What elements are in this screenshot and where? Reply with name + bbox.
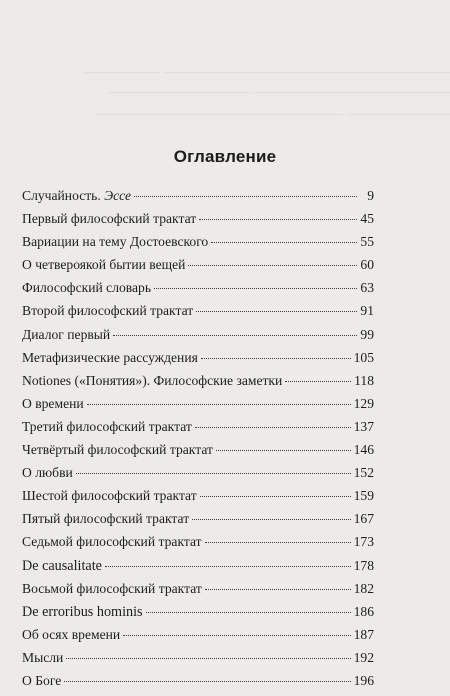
toc-entry-title: Философский словарь (22, 280, 152, 296)
toc-entry-page: 196 (353, 672, 374, 688)
toc-entry-title: Вариации на тему Достоевского (22, 234, 209, 250)
toc-entry-page: 9 (367, 188, 374, 203)
toc-entry-page: 91 (360, 303, 374, 319)
toc-entry-page: 63 (360, 280, 374, 296)
dot-leader (113, 335, 357, 336)
toc-entry (22, 534, 374, 557)
show-through-texture: —————————————————————— —————— ——————————————— ——————————— ———————— ——————————————————— (82, 64, 450, 121)
toc-entry-page: 182 (353, 580, 374, 596)
toc-entry (22, 465, 374, 488)
toc-entry (22, 211, 374, 234)
toc-entry-title: О времени (22, 395, 84, 411)
toc-entry (22, 604, 374, 627)
toc-entry (22, 303, 374, 326)
toc-entry-page: 192 (353, 649, 374, 665)
toc-entry-page: 129 (353, 395, 374, 411)
toc-entry (22, 327, 374, 350)
dot-leader (76, 473, 351, 474)
toc-entry (22, 488, 374, 511)
toc-entry-title: О Боге (22, 672, 62, 688)
dot-leader (211, 242, 357, 243)
toc-entry-page: 99 (360, 326, 374, 342)
toc-entry (22, 419, 374, 442)
dot-leader (196, 311, 357, 312)
toc-entry (22, 558, 374, 581)
dot-leader (285, 381, 351, 382)
toc-entry (22, 627, 374, 650)
dot-leader (188, 265, 357, 266)
toc-entry (22, 373, 374, 396)
toc-entry (22, 257, 374, 280)
toc-entry (22, 280, 374, 303)
toc-entry-title: О любви (22, 465, 73, 481)
dot-leader (195, 427, 351, 428)
toc-entry-title: De erroribus hominis (22, 603, 143, 620)
dot-leader (216, 450, 351, 451)
toc-entry-title: Об осях времени (22, 626, 121, 642)
toc-entry (22, 396, 374, 419)
dot-leader (200, 496, 351, 497)
dot-leader (192, 519, 350, 520)
toc-entry-title: De causalitate (22, 557, 102, 574)
toc-entry-page: 167 (353, 511, 374, 527)
toc-entry-page: 159 (353, 488, 374, 504)
toc-entry-title: Пятый философский трактат (22, 511, 190, 527)
toc-entry (22, 581, 374, 604)
toc-entry-page: 178 (353, 557, 374, 573)
toc-entry-page: 146 (353, 442, 374, 458)
toc-entry-title: Восьмой философский трактат (22, 580, 202, 596)
toc-entry-title: Третий философский трактат (22, 418, 192, 434)
toc-entry-page: 152 (353, 465, 374, 481)
toc-entry (22, 350, 374, 373)
toc-entry (22, 442, 374, 465)
toc-entry-title: Седьмой философский трактат (22, 534, 202, 550)
toc-entry-page: 118 (354, 372, 374, 388)
toc-entry-page: 105 (353, 349, 374, 365)
toc-entry-title: Четвёртый философский трактат (22, 442, 213, 458)
toc-entry-page: 137 (353, 418, 374, 434)
toc-entry-page: 55 (360, 234, 374, 250)
toc-entry (22, 188, 374, 211)
dot-leader (199, 219, 357, 220)
toc-entry-page: 186 (353, 603, 374, 619)
toc-entry-page: 60 (360, 257, 374, 273)
toc-entry-title: Случайность. (22, 188, 101, 203)
dot-leader (205, 542, 351, 543)
dot-leader (87, 404, 351, 405)
toc-entry-title: Notiones («Понятия»). Философские заметки (22, 372, 283, 388)
toc-entry-subtitle: Эссе (104, 188, 132, 203)
toc-entry-title: Первый философский трактат (22, 211, 197, 227)
dot-leader (123, 635, 350, 636)
toc-entry-title: Мысли (22, 649, 64, 665)
toc-entry-title: Диалог первый (22, 326, 111, 342)
dot-leader (205, 589, 351, 590)
toc-entry-page: 187 (353, 626, 374, 642)
toc-entry (22, 673, 374, 696)
dot-leader (201, 358, 351, 359)
dot-leader (66, 658, 350, 659)
dot-leader (134, 196, 357, 197)
dot-leader (64, 681, 350, 682)
toc-entry-title: Метафизические рассуждения (22, 349, 198, 365)
dot-leader (154, 288, 357, 289)
toc-entry-title: Второй философский трактат (22, 303, 194, 319)
toc-entry (22, 234, 374, 257)
toc-entry (22, 650, 374, 673)
toc-entry-page: 173 (353, 534, 374, 550)
table-of-contents (22, 188, 374, 696)
page-title: Оглавление (173, 147, 277, 166)
toc-entry (22, 511, 374, 534)
toc-entry-title: О четвероякой бытии вещей (22, 257, 186, 273)
dot-leader (105, 566, 351, 567)
toc-entry-title: Шестой философский трактат (22, 488, 197, 504)
dot-leader (146, 612, 351, 613)
toc-entry-page: 45 (360, 211, 374, 227)
